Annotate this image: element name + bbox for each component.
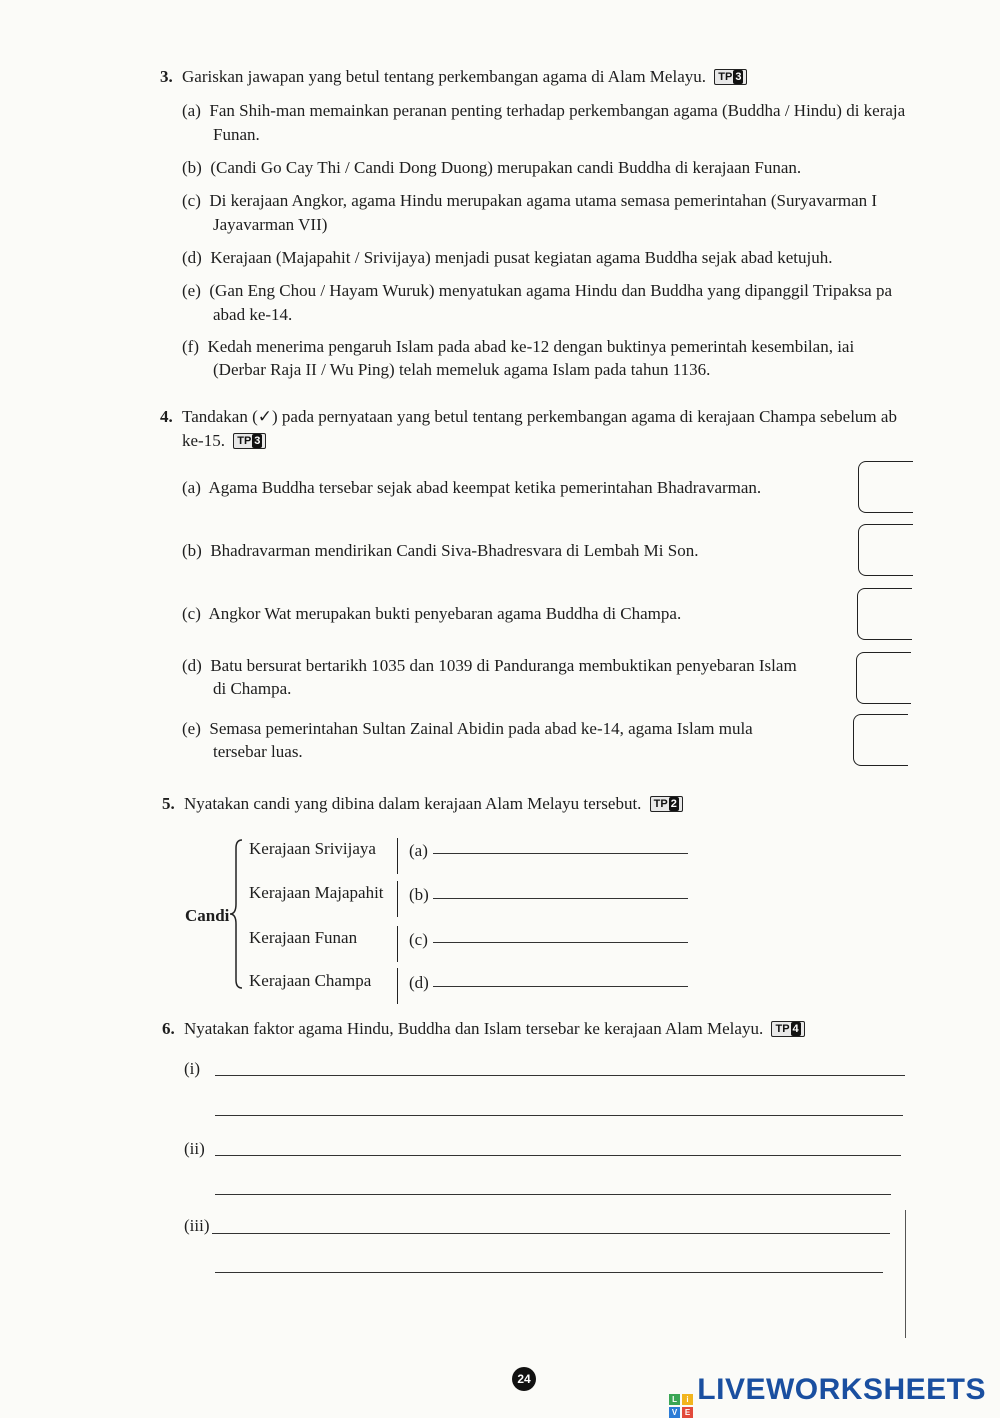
q6-prompt (184, 1019, 805, 1039)
q3-item-e-line1: (Gan Eng Chou / Hayam Wuruk) menyatukan agama Hindu dan Buddha yang dipanggil Tripaksa pa (209, 281, 893, 300)
q4-tp-badge (233, 433, 266, 449)
q6-answer-i-line2[interactable] (215, 1115, 903, 1116)
q3-prompt (182, 67, 747, 87)
q4-item-c-label: (c) (182, 604, 201, 623)
q5-row-divider (397, 838, 398, 874)
q3-tp-badge (714, 69, 747, 85)
logo-tile: L (669, 1394, 680, 1405)
tp-level: 3 (254, 435, 261, 447)
q5-group-label: Candi (185, 906, 230, 925)
q4-item-e-line2: tersebar luas. (213, 742, 303, 761)
tp-prefix: TP (653, 798, 668, 810)
q4-line1: Tandakan (✓) pada pernyataan yang betul tentang perkembangan agama di kerajaan Champa sebelum ab (182, 407, 897, 426)
logo-tile: V (669, 1407, 680, 1418)
q5-answer-d-label: (d) (409, 973, 429, 992)
q3-item-f-label: (f) (182, 337, 199, 356)
q5-row-divider (397, 881, 398, 917)
tp-prefix: TP (237, 435, 252, 447)
q4-item-d (182, 656, 797, 676)
q5-left-brace (228, 838, 246, 990)
q5-kingdom-funan: Kerajaan Funan (249, 928, 358, 947)
q4-item-d-line1: Batu bersurat bertarikh 1035 dan 1039 di Panduranga membuktikan penyebaran Islam (210, 656, 797, 675)
q5-kingdom-srivijaya: Kerajaan Srivijaya (249, 839, 376, 858)
q4-item-e (182, 719, 753, 739)
q3-item-c-line2: Jayavarman VII) (213, 215, 328, 234)
q6-text: Nyatakan faktor agama Hindu, Buddha dan Islam tersebar ke kerajaan Alam Melayu. (184, 1019, 764, 1038)
q6-answer-ii-line2[interactable] (215, 1194, 891, 1195)
logo-tile: E (682, 1407, 693, 1418)
q3-item-c-label: (c) (182, 191, 201, 210)
q5-answer-c-line[interactable] (433, 942, 688, 943)
q4-item-a-label: (a) (182, 478, 201, 497)
q3-item-b-label: (b) (182, 158, 202, 177)
q4-item-c-text: Angkor Wat merupakan bukti penyebaran agama Buddha di Champa. (208, 604, 682, 623)
q3-item-d-label: (d) (182, 248, 202, 267)
q4-item-b-text: Bhadravarman mendirikan Candi Siva-Bhadresvara di Lembah Mi Son. (210, 541, 699, 560)
q4-checkbox-b[interactable] (858, 524, 913, 576)
liveworksheets-logo (669, 1373, 986, 1418)
q5-answer-b-label: (b) (409, 885, 429, 904)
q3-item-a[interactable] (182, 101, 905, 121)
q3-item-c[interactable] (182, 191, 877, 211)
q5-text: Nyatakan candi yang dibina dalam kerajaan Alam Melayu tersebut. (184, 794, 642, 813)
q3-item-e[interactable] (182, 281, 892, 301)
q3-item-f[interactable] (182, 337, 854, 357)
q3-item-c-line1: Di kerajaan Angkor, agama Hindu merupakan agama utama semasa pemerintahan (Suryavarman I (209, 191, 878, 210)
q4-item-d-line2: di Champa. (213, 679, 292, 698)
q5-answer-a-line[interactable] (433, 853, 688, 854)
q6-item-i-label: (i) (184, 1059, 201, 1078)
logo-text: LIVEWORKSHEETS (697, 1373, 986, 1406)
q3-item-a-label: (a) (182, 101, 201, 120)
tp-level: 2 (670, 798, 677, 810)
q6-number: 6. (162, 1019, 175, 1038)
q5-row-divider (397, 926, 398, 962)
q5-prompt (184, 794, 683, 814)
q4-item-c (182, 604, 681, 624)
q4-prompt-end (182, 431, 266, 451)
q6-answer-iii-line1[interactable] (212, 1233, 890, 1234)
q4-item-a-text: Agama Buddha tersebar sejak abad keempat ketika pemerintahan Bhadravarman. (208, 478, 762, 497)
tp-prefix: TP (775, 1023, 790, 1035)
q3-item-f-line1: Kedah menerima pengaruh Islam pada abad ke-12 dengan buktinya pemerintah kesembilan, iai (207, 337, 855, 356)
q4-checkbox-d[interactable] (856, 652, 911, 704)
tp-level: 3 (735, 71, 742, 83)
q4-item-e-label: (e) (182, 719, 201, 738)
q4-checkbox-a[interactable] (858, 461, 913, 513)
q4-checkbox-e[interactable] (853, 714, 908, 766)
q6-answer-iii-line2[interactable] (215, 1272, 883, 1273)
q6-item-iii-label: (iii) (184, 1216, 210, 1235)
tp-prefix: TP (718, 71, 733, 83)
q3-item-b[interactable] (182, 158, 801, 178)
q3-item-d-line1: Kerajaan (Majapahit / Srivijaya) menjadi pusat kegiatan agama Buddha sejak abad ketujuh. (210, 248, 833, 267)
q3-number: 3. (160, 67, 173, 86)
q6-item-ii-label: (ii) (184, 1139, 205, 1158)
q4-checkbox-c[interactable] (857, 588, 912, 640)
q4-item-a (182, 478, 761, 498)
q6-answer-ii-line1[interactable] (215, 1155, 901, 1156)
page-edge-mark (905, 1210, 906, 1338)
q6-tp-badge (771, 1021, 804, 1037)
q3-item-e-label: (e) (182, 281, 201, 300)
q5-number: 5. (162, 794, 175, 813)
q4-item-b (182, 541, 698, 561)
page-number: 24 (512, 1367, 536, 1391)
q5-tp-badge (650, 796, 683, 812)
tp-level: 4 (792, 1023, 799, 1035)
logo-tile: i (682, 1394, 693, 1405)
q5-answer-c-label: (c) (409, 930, 428, 949)
q4-item-d-label: (d) (182, 656, 202, 675)
q3-item-e-line2: abad ke-14. (213, 305, 293, 324)
q5-answer-d-line[interactable] (433, 986, 688, 987)
q3-item-f-line2: (Derbar Raja II / Wu Ping) telah memeluk agama Islam pada tahun 1136. (213, 360, 711, 379)
q3-item-b-line1: (Candi Go Cay Thi / Candi Dong Duong) merupakan candi Buddha di kerajaan Funan. (210, 158, 802, 177)
q5-kingdom-champa: Kerajaan Champa (249, 971, 372, 990)
q4-item-e-line1: Semasa pemerintahan Sultan Zainal Abidin pada abad ke-14, agama Islam mula (209, 719, 753, 738)
q4-item-b-label: (b) (182, 541, 202, 560)
logo-icon (669, 1394, 693, 1418)
q4-line2: ke-15. (182, 431, 225, 450)
q5-row-divider (397, 968, 398, 1004)
q3-item-a-line1: Fan Shih-man memainkan peranan penting terhadap perkembangan agama (Buddha / Hindu) di keraja (209, 101, 906, 120)
q5-answer-b-line[interactable] (433, 898, 688, 899)
q3-item-a-line2: Funan. (213, 125, 260, 144)
q3-item-d[interactable] (182, 248, 833, 268)
q3-text: Gariskan jawapan yang betul tentang perkembangan agama di Alam Melayu. (182, 67, 706, 86)
q5-answer-a-label: (a) (409, 841, 428, 860)
q4-number: 4. (160, 407, 173, 426)
q6-answer-i-line1[interactable] (215, 1075, 905, 1076)
q5-kingdom-majapahit: Kerajaan Majapahit (249, 883, 384, 902)
